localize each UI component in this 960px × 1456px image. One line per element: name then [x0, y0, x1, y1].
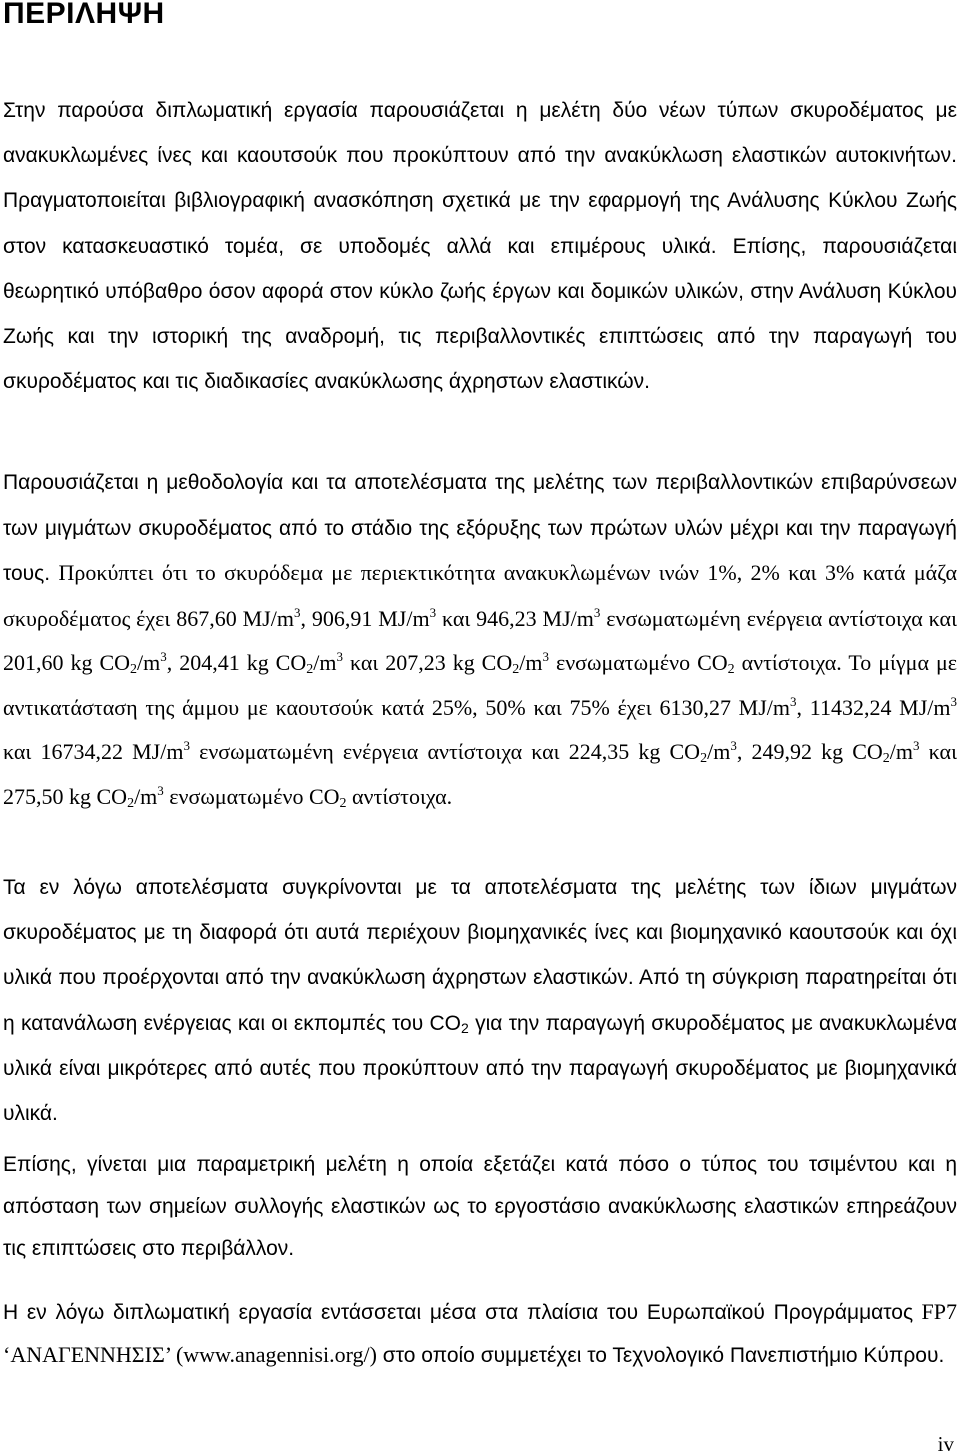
paragraph-parametric: Επίσης, γίνεται μια παραμετρική μελέτη η οποία εξετάζει κατά πόσο ο τύπος του τσιμέντου και η απόσταση των σημείων συλλογής ελαστικών ως το εργοστάσιο ανακύκλωσης ελαστικών επηρεάζουν τις επιπτώσεις στο περιβάλλον. [3, 1153, 957, 1260]
paragraph-intro: Στην παρούσα διπλωματική εργασία παρουσιάζεται η μελέτη δύο νέων τύπων σκυροδέματος με ανακυκλωμένες ίνες και καουτσούκ που προκύπτουν από την ανακύκλωση ελαστικών αυτοκινήτων. Πραγματοποιείται βιβλιογραφική ανασκόπηση σχετικά με την εφαρμογή της Ανάλυσης Κύκλου Ζωής στον κατασκευαστικό τομέα, σε υποδομές αλλά και επιμέρους υλικά. Επίσης, παρουσιάζεται θεωρητικό υπόβαθρο όσον αφορά στον κύκλο ζωής έργων και δομικών υλικών, στην Ανάλυση Κύκλου Ζωής και την ιστορική της αναδρομή, τις περιβαλλοντικές επιπτώσεις από την παραγωγή του σκυροδέματος και τις διαδικασίες ανακύκλωσης άχρηστων ελαστικών. [3, 99, 957, 394]
paragraph-results: Παρουσιάζεται η μεθοδολογία και τα αποτελέσματα της μελέτης των περιβαλλοντικών επιβαρύνσεων των μιγμάτων σκυροδέματος από το στάδιο της εξόρυξης των πρώτων υλών μέχρι και την παραγωγή τους. Προκύπτει ότι το σκυρόδεμα με περιεκτικότητα ανακυκλωμένων ινών 1%, 2% και 3% κατά μάζα σκυροδέματος έχει 867,60 $MJ/m^3$, 906,91 $MJ/m^3$ και 946,23 $MJ/m^3$ ενσωματωμένη ενέργεια αντίστοιχα και 201,60 kg $CO_2/m^3$, 204,41 kg $CO_2/m^3$ και 207,23 kg $CO_2/m^3$ ενσωματωμένο $CO_2$ αντίστοιχα. Το μίγμα με αντικατάσταση της άμμου με καουτσούκ κατά 25%, 50% και 75% έχει 6130,27 $MJ/m^3$, 11432,24 $MJ/m^3$ και 16734,22 $MJ/m^3$ ενσωματωμένη ενέργεια αντίστοιχα και 224,35 kg $CO_2/m^3$, 249,92 kg $CO_2/m^3$ και 275,50 kg $CO_2/m^3$ ενσωματωμένο $CO_2$ αντίστοιχα. [3, 471, 958, 811]
page-title: ΠΕΡΙΛΗΨΗ [3, 0, 165, 30]
programme-name: FP7 ‘ΑΝΑΓΕΝΝΗΣΙΣ’ (www.anagennisi.org/) [3, 1299, 957, 1367]
page-number: iv [937, 1432, 954, 1456]
paragraph-comparison: Τα εν λόγω αποτελέσματα συγκρίνονται με τα αποτελέσματα της μελέτης των ίδιων μιγμάτων σκυροδέματος με τη διαφορά ότι αυτά περιέχουν βιομηχανικές ίνες και βιομηχανικό καουτσούκ και όχι υλικά που προέρχονται από την ανακύκλωση άχρηστων ελαστικών. Από τη σύγκριση παρατηρείται ότι η κατανάλωση ενέργειας και οι εκπομπές του $CO_2$ για την παραγωγή σκυροδέματος με ανακυκλωμένα υλικά είναι μικρότερες από αυτές που προκύπτουν από την παραγωγή σκυροδέματος με βιομηχανικά υλικά. [3, 876, 957, 1126]
results-text: Προκύπτει ότι το σκυρόδεμα με περιεκτικότητα ανακυκλωμένων ινών 1%, 2% και 3% κατά μάζα σκυροδέματος έχει 867,60 MJ/m [3, 560, 957, 631]
paragraph-programme: Η εν λόγω διπλωματική εργασία εντάσσεται μέσα στα πλαίσια του Ευρωπαϊκού Προγράμματος FP7 ‘ΑΝΑΓΕΝΝΗΣΙΣ’ (www.anagennisi.org/) στο οποίο συμμετέχει το Τεχνολογικό Πανεπιστήμιο Κύπρου. [3, 1299, 957, 1367]
results-intro: Παρουσιάζεται η μεθοδολογία και τα αποτελέσματα της μελέτης των περιβαλλοντικών επιβαρύνσεων των μιγμάτων σκυροδέματος από το στάδιο της εξόρυξης των πρώτων υλών μέχρι και την παραγωγή τους. [3, 471, 957, 585]
